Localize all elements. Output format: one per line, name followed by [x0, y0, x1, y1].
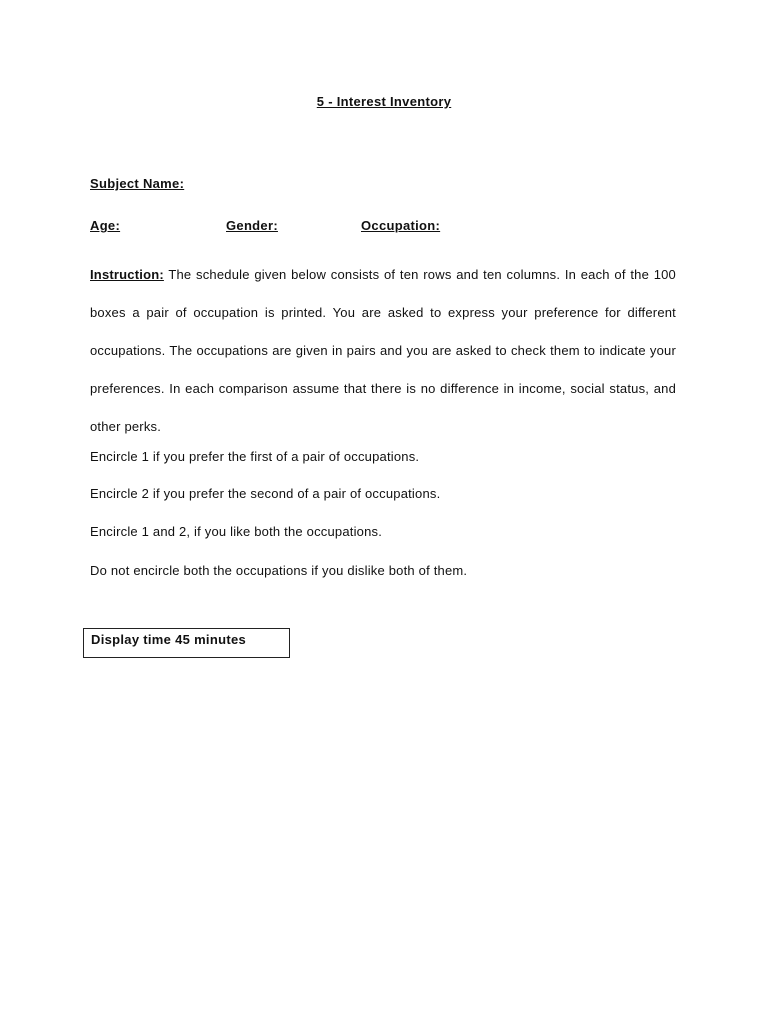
instruction-paragraph: [90, 256, 676, 446]
instruction-lead: Instruction:: [90, 267, 164, 282]
rule-item: Encircle 2 if you prefer the second of a pair of occupations.: [90, 486, 441, 501]
rule-item: Encircle 1 if you prefer the first of a pair of occupations.: [90, 449, 420, 464]
rule-item: Encircle 1 and 2, if you like both the occupations.: [90, 524, 383, 539]
rule-item: Do not encircle both the occupations if you dislike both of them.: [90, 563, 468, 578]
instruction-text: The schedule given below consists of ten rows and ten columns. In each of the 100 boxes a pair of occupation is printed. You are asked to express your preference for different occupations. The occupations are given in pairs and you are asked to check them to indicate your preferences. In each comparison assume that there is no difference in income, social status, and other perks.: [90, 267, 676, 434]
occupation-label: Occupation:: [361, 218, 441, 233]
display-time-box: Display time 45 minutes: [83, 628, 290, 658]
subject-name-label: Subject Name:: [90, 176, 185, 191]
age-label: Age:: [90, 218, 121, 233]
gender-label: Gender:: [226, 218, 278, 233]
page-title: 5 - Interest Inventory: [316, 94, 452, 109]
